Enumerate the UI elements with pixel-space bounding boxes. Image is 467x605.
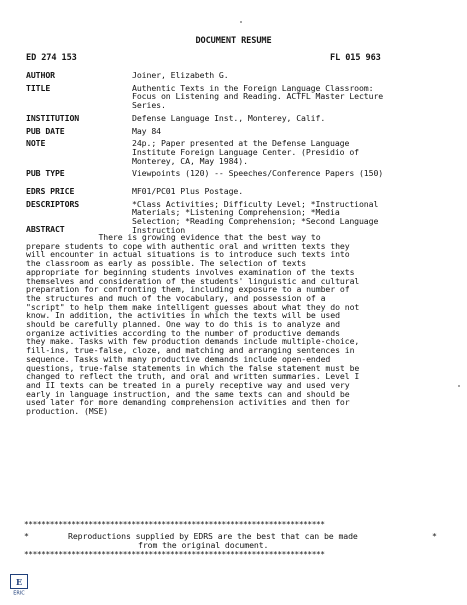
notice-line-2: from the original document. <box>138 540 269 550</box>
field-value: Joiner, Elizabeth G. <box>132 70 229 80</box>
field-label: PUB DATE <box>26 125 65 136</box>
field-institution <box>26 114 456 123</box>
field-edrs-price <box>26 187 456 196</box>
ed-number: ED 274 153 <box>26 53 77 63</box>
field-label: TITLE <box>26 82 51 93</box>
document-title: DOCUMENT RESUME <box>195 36 272 46</box>
field-label: INSTITUTION <box>26 112 80 123</box>
field-label: AUTHOR <box>26 70 55 80</box>
field-pub-date <box>26 127 456 136</box>
field-value: 24p.; Paper presented at the Defense Language Institute Foreign Language Center. (Presidio of Monterey, CA, May 1984). <box>132 138 359 166</box>
field-note <box>26 139 456 165</box>
field-author <box>26 71 456 80</box>
eric-logo-text: ERIC <box>13 590 25 596</box>
field-pub-type <box>26 169 456 178</box>
field-value: May 84 <box>132 125 161 136</box>
field-descriptors <box>26 200 456 235</box>
notice-line-1: Reproductions supplied by EDRS are the best that can be made <box>68 531 358 541</box>
abstract-label: ABSTRACT <box>26 224 65 234</box>
field-label: PUB TYPE <box>26 168 65 179</box>
metadata-fields <box>26 71 456 239</box>
svg-text:E: E <box>15 577 23 587</box>
eric-logo <box>10 574 28 596</box>
field-value: MF01/PC01 Plus Postage. <box>132 186 244 197</box>
star-border-bottom: ********************************************************************** <box>24 551 325 559</box>
eric-logo-icon <box>10 574 28 596</box>
scan-speck <box>240 21 242 23</box>
field-value: *Class Activities; Difficulty Level; *Instructional Materials; *Listening Comprehension; *Media Selection; *Reading Comprehension; *Second Language Instruction <box>132 198 379 235</box>
star-border-top: ********************************************************************** <box>24 521 325 529</box>
fl-number: FL 015 963 <box>330 53 381 63</box>
field-value: Viewpoints (120) -- Speeches/Conference Papers (150) <box>132 168 384 179</box>
field-label: EDRS PRICE <box>26 186 75 197</box>
star-right: * <box>432 531 437 541</box>
star-left: * <box>24 531 29 541</box>
scan-speck <box>458 385 460 387</box>
field-label: NOTE <box>26 138 46 149</box>
field-value: Defense Language Inst., Monterey, Calif. <box>132 112 326 123</box>
field-value: Authentic Texts in the Foreign Language Classroom: Focus on Listening and Reading. ACTFL Master Lecture Series. <box>132 82 384 111</box>
field-title <box>26 84 456 110</box>
abstract-text: There is growing evidence that the best way to prepare students to cope with authentic oral and written texts they will encounter in actual situations is to introduce such texts into the classroom as early as possible. The selection of texts appropriate for beginning students involves examination of the texts themselves and consideration of the students' linguistic and cultural preparation for confronting them, including exposure to a number of the structures and much of the vocabulary, and possession of a "script" to help them make intelligent guesses about what they do not know. In addition, the activities in which the texts will be used should be carefully planned. One way to do this is to analyze and organize activities according to the number of productive demands they make. Tasks with few production demands include multiple-choice, fill-ins, true-false, cloze, and matching and arranging sentences in sequence. Tasks with many productive demands include open-ended questions, true-false statements in which the false statement must be changed to reflect the truth, and oral and written summaries. Level I and II texts can be treated in a purely receptive way and used very early in language instruction, and the same texts can and should be used later for more demanding comprehension activities and then for production. (MSE) <box>26 232 360 417</box>
field-label: DESCRIPTORS <box>26 198 80 209</box>
